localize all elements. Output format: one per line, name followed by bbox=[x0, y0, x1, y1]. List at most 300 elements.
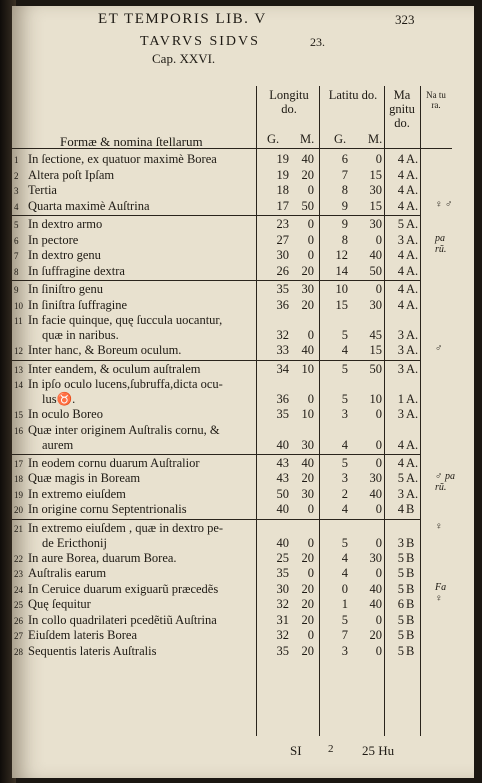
table-row bbox=[12, 282, 474, 298]
star-number: 5 bbox=[14, 220, 19, 230]
magnitude: 4 bbox=[397, 248, 404, 262]
star-name bbox=[14, 471, 140, 486]
table-row bbox=[12, 521, 474, 551]
star-description: In pectore bbox=[28, 232, 79, 247]
star-description-cont: aurem bbox=[42, 437, 74, 452]
star-name bbox=[14, 407, 103, 422]
star-number: 3 bbox=[14, 186, 19, 196]
star-description: Inter eandem, & oculum auſtralem bbox=[28, 361, 201, 376]
sign-name: TAVRVS SIDVS bbox=[140, 34, 260, 49]
latitude-degrees: 4 bbox=[341, 343, 348, 357]
longitude-degrees: 17 bbox=[276, 198, 289, 213]
latitude-minutes: 30 bbox=[369, 183, 382, 197]
table-row bbox=[12, 566, 474, 582]
group-rule bbox=[12, 454, 420, 455]
latitude-degrees: 3 bbox=[341, 643, 348, 658]
longitude-degrees: 35 bbox=[276, 407, 289, 421]
longitude-degrees: 40 bbox=[276, 535, 289, 550]
magnitude: 3 bbox=[397, 535, 404, 550]
longitude-minutes: 20 bbox=[301, 167, 314, 182]
star-name bbox=[14, 487, 126, 502]
latitude-degrees: 5 bbox=[341, 612, 348, 627]
latitude-degrees: 3 bbox=[341, 407, 348, 421]
table-row bbox=[12, 298, 474, 314]
latitude-degrees: 9 bbox=[341, 198, 348, 213]
longitude-minutes: 20 bbox=[301, 263, 314, 278]
longitude-minutes: 0 bbox=[307, 248, 314, 262]
table-row bbox=[12, 217, 474, 233]
star-name bbox=[14, 217, 102, 232]
star-class: B bbox=[406, 643, 415, 658]
star-class: A. bbox=[406, 455, 419, 470]
latitude-minutes: 15 bbox=[369, 343, 382, 357]
latitude-minutes: 0 bbox=[375, 502, 382, 516]
longitude-minutes: 0 bbox=[307, 217, 314, 231]
page-number: 323 bbox=[395, 12, 415, 27]
latitude-minutes: 40 bbox=[369, 581, 382, 596]
latitude-minutes: 15 bbox=[369, 167, 382, 182]
star-description: Quę ſequitur bbox=[28, 597, 91, 611]
catchword-right: 25 Hu bbox=[362, 743, 395, 758]
longitude-degrees: 31 bbox=[276, 612, 289, 627]
star-description: In origine cornu Septentrionalis bbox=[28, 502, 187, 516]
latitude-degrees: 2 bbox=[341, 486, 348, 501]
table-row bbox=[12, 183, 474, 199]
star-description: In extremo eiuſdem , quæ in dextro pe- bbox=[28, 520, 224, 535]
star-name bbox=[14, 152, 217, 167]
star-class: A. bbox=[406, 297, 419, 312]
table-row bbox=[12, 582, 474, 598]
star-number: 9 bbox=[14, 285, 19, 295]
latitude-degrees: 12 bbox=[335, 248, 348, 262]
group-rule bbox=[12, 519, 420, 520]
magnitude: 3 bbox=[397, 343, 404, 357]
star-description: In oculo Boreo bbox=[28, 407, 103, 421]
latitude-minutes: 10 bbox=[369, 392, 382, 406]
table-row bbox=[12, 407, 474, 423]
table-row bbox=[12, 628, 474, 644]
longitude-minutes: 20 bbox=[301, 297, 314, 312]
nature-note: ♂ pa rũ. bbox=[435, 471, 455, 493]
latitude-minutes: 0 bbox=[375, 566, 382, 580]
star-name bbox=[14, 248, 101, 263]
table-row bbox=[12, 423, 474, 453]
star-description: Sequentis lateris Auſtralis bbox=[28, 643, 157, 658]
magnitude: 5 bbox=[397, 612, 404, 627]
latitude-g-heading: G. bbox=[334, 132, 347, 146]
latitude-degrees: 5 bbox=[341, 328, 348, 342]
longitude-degrees: 32 bbox=[276, 628, 289, 642]
star-description: In ipſo oculo lucens,ſubruffa,dicta ocu- bbox=[28, 377, 223, 391]
star-number: 27 bbox=[14, 631, 23, 641]
star-name bbox=[14, 168, 114, 183]
magnitude: 3 bbox=[397, 328, 404, 342]
latitude-minutes: 0 bbox=[375, 612, 382, 627]
longitude-degrees: 32 bbox=[276, 597, 289, 611]
latitude-degrees: 4 bbox=[341, 502, 348, 516]
longitude-degrees: 27 bbox=[276, 232, 289, 247]
star-number: 18 bbox=[14, 474, 23, 484]
magnitude: 4 bbox=[397, 455, 404, 470]
star-class: B bbox=[406, 535, 415, 550]
star-class: B bbox=[406, 581, 415, 596]
forms-heading: Formæ & nomina ſtellarum bbox=[60, 134, 203, 149]
star-description: In collo quadrilateri pcedẽtiũ Auſtrina bbox=[28, 612, 217, 627]
latitude-minutes: 0 bbox=[375, 407, 382, 421]
magnitude: 3 bbox=[397, 232, 404, 247]
star-description: Tertia bbox=[28, 183, 57, 197]
star-description: In eodem cornu duarum Auſtralior bbox=[28, 455, 200, 470]
star-class: A. bbox=[406, 407, 419, 421]
star-name bbox=[14, 456, 199, 471]
star-class: A. bbox=[406, 198, 419, 213]
star-class: A. bbox=[406, 437, 419, 452]
star-description: In extremo eiuſdem bbox=[28, 486, 126, 501]
star-number: 22 bbox=[14, 553, 23, 564]
magnitude: 4 bbox=[397, 167, 404, 182]
longitude-degrees: 40 bbox=[276, 502, 289, 516]
star-name bbox=[14, 282, 103, 297]
star-class: A. bbox=[406, 167, 419, 182]
star-name bbox=[14, 521, 223, 550]
longitude-minutes: 0 bbox=[307, 232, 314, 247]
star-name bbox=[14, 362, 201, 377]
latitude-minutes: 45 bbox=[369, 328, 382, 342]
star-number: 26 bbox=[14, 615, 23, 626]
magnitude: 6 bbox=[397, 597, 404, 611]
longitude-minutes: 50 bbox=[301, 198, 314, 213]
star-number: 2 bbox=[14, 170, 19, 181]
nature-note: ♀ ♂ bbox=[435, 198, 453, 210]
catchword-left: SI bbox=[290, 743, 302, 758]
longitude-minutes: 30 bbox=[301, 282, 314, 296]
longitude-degrees: 35 bbox=[276, 643, 289, 658]
longitude-m-heading: M. bbox=[300, 132, 315, 146]
magnitude: 4 bbox=[397, 437, 404, 452]
star-description: In facie quinque, quę ſucculа uocantur, bbox=[28, 313, 223, 327]
star-description: In ſiniſtra ſuffragine bbox=[28, 297, 128, 312]
magnitude: 5 bbox=[397, 581, 404, 596]
latitude-degrees: 8 bbox=[341, 183, 348, 197]
longitude-degrees: 30 bbox=[276, 581, 289, 596]
latitude-minutes: 40 bbox=[369, 486, 382, 501]
star-number: 24 bbox=[14, 584, 23, 595]
longitude-degrees: 43 bbox=[276, 455, 289, 470]
latitude-minutes: 0 bbox=[375, 643, 382, 658]
latitude-minutes: 30 bbox=[369, 217, 382, 231]
longitude-degrees: 36 bbox=[276, 392, 289, 406]
catchword-mid: 2 bbox=[328, 743, 334, 755]
longitude-degrees: 30 bbox=[276, 248, 289, 262]
magnitude: 1 bbox=[397, 392, 404, 406]
star-number: 16 bbox=[14, 425, 23, 436]
star-name bbox=[14, 628, 137, 643]
longitude-degrees: 18 bbox=[276, 183, 289, 197]
star-number: 14 bbox=[14, 380, 23, 390]
latitude-minutes: 40 bbox=[369, 248, 382, 262]
longitude-degrees: 40 bbox=[276, 437, 289, 452]
star-class: A. bbox=[406, 392, 419, 406]
longitude-degrees: 43 bbox=[276, 471, 289, 485]
latitude-minutes: 50 bbox=[369, 361, 382, 376]
star-description-cont: quæ in naribus. bbox=[42, 328, 119, 342]
star-number: 6 bbox=[14, 235, 19, 246]
latitude-degrees: 5 bbox=[341, 361, 348, 376]
star-name bbox=[14, 644, 156, 659]
latitude-minutes: 50 bbox=[369, 263, 382, 278]
star-number: 20 bbox=[14, 505, 23, 515]
latitude-minutes: 0 bbox=[375, 282, 382, 296]
star-class: A. bbox=[406, 232, 419, 247]
star-description: Quæ magis in Boream bbox=[28, 471, 141, 485]
star-class: B bbox=[406, 502, 415, 516]
longitude-minutes: 0 bbox=[307, 328, 314, 342]
longitude-minutes: 0 bbox=[307, 566, 314, 580]
star-number: 4 bbox=[14, 201, 19, 212]
longitude-minutes: 0 bbox=[307, 502, 314, 516]
longitude-minutes: 0 bbox=[307, 628, 314, 642]
longitude-g-heading: G. bbox=[267, 132, 280, 146]
longitude-minutes: 20 bbox=[301, 581, 314, 596]
table-row bbox=[12, 199, 474, 215]
star-name bbox=[14, 343, 181, 358]
star-class: A. bbox=[406, 361, 419, 376]
magnitude: 5 bbox=[397, 643, 404, 658]
latitude-degrees: 5 bbox=[341, 455, 348, 470]
longitude-degrees: 26 bbox=[276, 263, 289, 278]
table-row bbox=[12, 456, 474, 472]
table-row bbox=[12, 597, 474, 613]
table-row bbox=[12, 168, 474, 184]
star-class: A. bbox=[406, 152, 419, 166]
star-number: 28 bbox=[14, 646, 23, 657]
longitude-minutes: 0 bbox=[307, 535, 314, 550]
latitude-minutes: 40 bbox=[369, 597, 382, 611]
magnitude: 5 bbox=[397, 628, 404, 642]
magnitude: 4 bbox=[397, 183, 404, 197]
latitude-degrees: 15 bbox=[335, 297, 348, 312]
star-class: A. bbox=[406, 486, 419, 501]
table-row bbox=[12, 313, 474, 343]
star-class: B bbox=[406, 628, 415, 642]
star-description: Quarta maximè Auſtrina bbox=[28, 198, 150, 213]
magnitude: 5 bbox=[397, 217, 404, 231]
star-name bbox=[14, 582, 218, 597]
star-number: 25 bbox=[14, 600, 23, 610]
star-class: A. bbox=[406, 183, 419, 197]
latitude-degrees: 10 bbox=[335, 282, 348, 296]
table-row bbox=[12, 644, 474, 660]
star-name bbox=[14, 183, 57, 198]
magnitude: 4 bbox=[397, 282, 404, 296]
longitude-degrees: 50 bbox=[276, 486, 289, 501]
group-rule bbox=[12, 360, 420, 361]
latitude-degrees: 1 bbox=[341, 597, 348, 611]
latitude-degrees: 3 bbox=[341, 471, 348, 485]
nature-heading: Na tu ra. bbox=[426, 90, 446, 110]
star-name bbox=[14, 233, 78, 248]
star-name bbox=[14, 551, 177, 566]
table-row bbox=[12, 152, 474, 168]
table-row bbox=[12, 613, 474, 629]
latitude-minutes: 30 bbox=[369, 471, 382, 485]
longitude-minutes: 0 bbox=[307, 183, 314, 197]
table-row bbox=[12, 362, 474, 378]
star-number: 7 bbox=[14, 251, 19, 261]
longitude-minutes: 30 bbox=[301, 437, 314, 452]
latitude-degrees: 8 bbox=[341, 232, 348, 247]
star-description: Quæ inter originem Auſtralis cornu, & bbox=[28, 422, 220, 437]
longitude-minutes: 40 bbox=[301, 455, 314, 470]
star-description: In ſiniſtro genu bbox=[28, 282, 103, 296]
longitude-degrees: 35 bbox=[276, 566, 289, 580]
star-number: 13 bbox=[14, 364, 23, 375]
magnitude: 3 bbox=[397, 486, 404, 501]
group-rule bbox=[12, 215, 420, 216]
latitude-minutes: 0 bbox=[375, 455, 382, 470]
chapter-heading: Cap. XXVI. bbox=[152, 51, 216, 66]
star-number: 11 bbox=[14, 316, 23, 326]
star-number: 23 bbox=[14, 569, 23, 579]
longitude-degrees: 19 bbox=[276, 167, 289, 182]
star-class: A. bbox=[406, 471, 419, 485]
longitude-degrees: 23 bbox=[276, 217, 289, 231]
magnitude: 5 bbox=[397, 550, 404, 565]
latitude-degrees: 4 bbox=[341, 566, 348, 580]
latitude-minutes: 30 bbox=[369, 550, 382, 565]
magnitude: 5 bbox=[397, 471, 404, 485]
nature-note: Fa ♀ bbox=[435, 581, 447, 604]
running-title: ET TEMPORIS LIB. V bbox=[98, 11, 267, 27]
star-number: 8 bbox=[14, 266, 19, 277]
longitude-degrees: 34 bbox=[276, 361, 289, 376]
longitude-minutes: 20 bbox=[301, 597, 314, 611]
longitude-minutes: 10 bbox=[301, 407, 314, 421]
star-name bbox=[14, 502, 187, 517]
star-number: 15 bbox=[14, 410, 23, 420]
nature-note: pa rũ. bbox=[435, 232, 447, 255]
star-number: 12 bbox=[14, 346, 23, 356]
star-description: In ſuffragine dextra bbox=[28, 263, 125, 278]
magnitude: 3 bbox=[397, 361, 404, 376]
longitude-minutes: 0 bbox=[307, 392, 314, 406]
longitude-degrees: 19 bbox=[276, 152, 289, 166]
table-row bbox=[12, 551, 474, 567]
star-description: Eiuſdem lateris Borea bbox=[28, 628, 137, 642]
star-number: 1 bbox=[14, 155, 19, 165]
longitude-minutes: 40 bbox=[301, 343, 314, 357]
magnitude: 4 bbox=[397, 152, 404, 166]
star-description: Altera poſt Ipſam bbox=[28, 167, 115, 182]
latitude-heading: Latitu do. bbox=[328, 88, 378, 102]
latitude-degrees: 0 bbox=[341, 581, 348, 596]
longitude-minutes: 20 bbox=[301, 612, 314, 627]
table-row bbox=[12, 264, 474, 280]
latitude-minutes: 0 bbox=[375, 232, 382, 247]
star-description: In aure Borea, duarum Borea. bbox=[28, 550, 177, 565]
longitude-degrees: 32 bbox=[276, 328, 289, 342]
star-class: B bbox=[406, 612, 415, 627]
latitude-degrees: 7 bbox=[341, 167, 348, 182]
star-number: 21 bbox=[14, 523, 23, 534]
star-description-cont: lus♉. bbox=[42, 392, 76, 406]
table-row bbox=[12, 377, 474, 407]
latitude-degrees: 5 bbox=[341, 392, 348, 406]
longitude-degrees: 35 bbox=[276, 282, 289, 296]
table-row bbox=[12, 233, 474, 249]
star-name bbox=[14, 264, 125, 279]
magnitude: 5 bbox=[397, 566, 404, 580]
star-description: In dextro armo bbox=[28, 217, 103, 231]
longitude-degrees: 36 bbox=[276, 297, 289, 312]
longitude-degrees: 33 bbox=[276, 343, 289, 357]
magnitude: 3 bbox=[397, 407, 404, 421]
latitude-degrees: 5 bbox=[341, 535, 348, 550]
nature-note: ♀ bbox=[435, 520, 443, 532]
latitude-degrees: 9 bbox=[341, 217, 348, 231]
table-row bbox=[12, 248, 474, 264]
table-row bbox=[12, 343, 474, 359]
longitude-minutes: 20 bbox=[301, 643, 314, 658]
star-class: A. bbox=[406, 217, 419, 231]
star-number: 17 bbox=[14, 458, 23, 469]
latitude-minutes: 0 bbox=[375, 152, 382, 166]
longitude-minutes: 20 bbox=[301, 550, 314, 565]
longitude-minutes: 10 bbox=[301, 361, 314, 376]
star-class: B bbox=[406, 597, 415, 611]
longitude-minutes: 20 bbox=[301, 471, 314, 485]
star-name bbox=[14, 597, 91, 612]
magnitude-heading: Ma gnitu do. bbox=[389, 88, 415, 130]
group-rule bbox=[12, 280, 420, 281]
star-name bbox=[14, 313, 222, 342]
table-row bbox=[12, 502, 474, 518]
star-description: In Ceruice duarum exiguarũ præcedẽs bbox=[28, 581, 219, 596]
latitude-minutes: 20 bbox=[369, 628, 382, 642]
magnitude: 4 bbox=[397, 198, 404, 213]
star-number: 19 bbox=[14, 489, 23, 500]
star-description: Auſtralis earum bbox=[28, 566, 107, 580]
star-description: In ſectione, ex quatuor maximè Borea bbox=[28, 152, 217, 166]
longitude-degrees: 25 bbox=[276, 550, 289, 565]
star-description: Inter hanc, & Boreum oculum. bbox=[28, 343, 182, 357]
sign-number: 23. bbox=[310, 35, 325, 49]
star-description: In dextro genu bbox=[28, 248, 101, 262]
magnitude: 4 bbox=[397, 297, 404, 312]
latitude-degrees: 4 bbox=[341, 550, 348, 565]
star-class: A. bbox=[406, 328, 419, 342]
star-class: B bbox=[406, 550, 415, 565]
star-number: 10 bbox=[14, 300, 23, 311]
star-name bbox=[14, 377, 223, 406]
latitude-minutes: 0 bbox=[375, 535, 382, 550]
star-name bbox=[14, 566, 106, 581]
longitude-heading: Longitu do. bbox=[269, 88, 309, 116]
book-page bbox=[12, 6, 474, 778]
table-row bbox=[12, 471, 474, 487]
star-name bbox=[14, 199, 150, 214]
star-class: A. bbox=[406, 248, 419, 262]
star-class: B bbox=[406, 566, 415, 580]
latitude-minutes: 30 bbox=[369, 297, 382, 312]
star-name bbox=[14, 423, 220, 452]
latitude-degrees: 6 bbox=[341, 152, 348, 166]
star-description-cont: de Ericthonij bbox=[42, 535, 107, 550]
star-name bbox=[14, 613, 217, 628]
star-class: A. bbox=[406, 263, 419, 278]
star-name bbox=[14, 298, 127, 313]
latitude-minutes: 15 bbox=[369, 198, 382, 213]
